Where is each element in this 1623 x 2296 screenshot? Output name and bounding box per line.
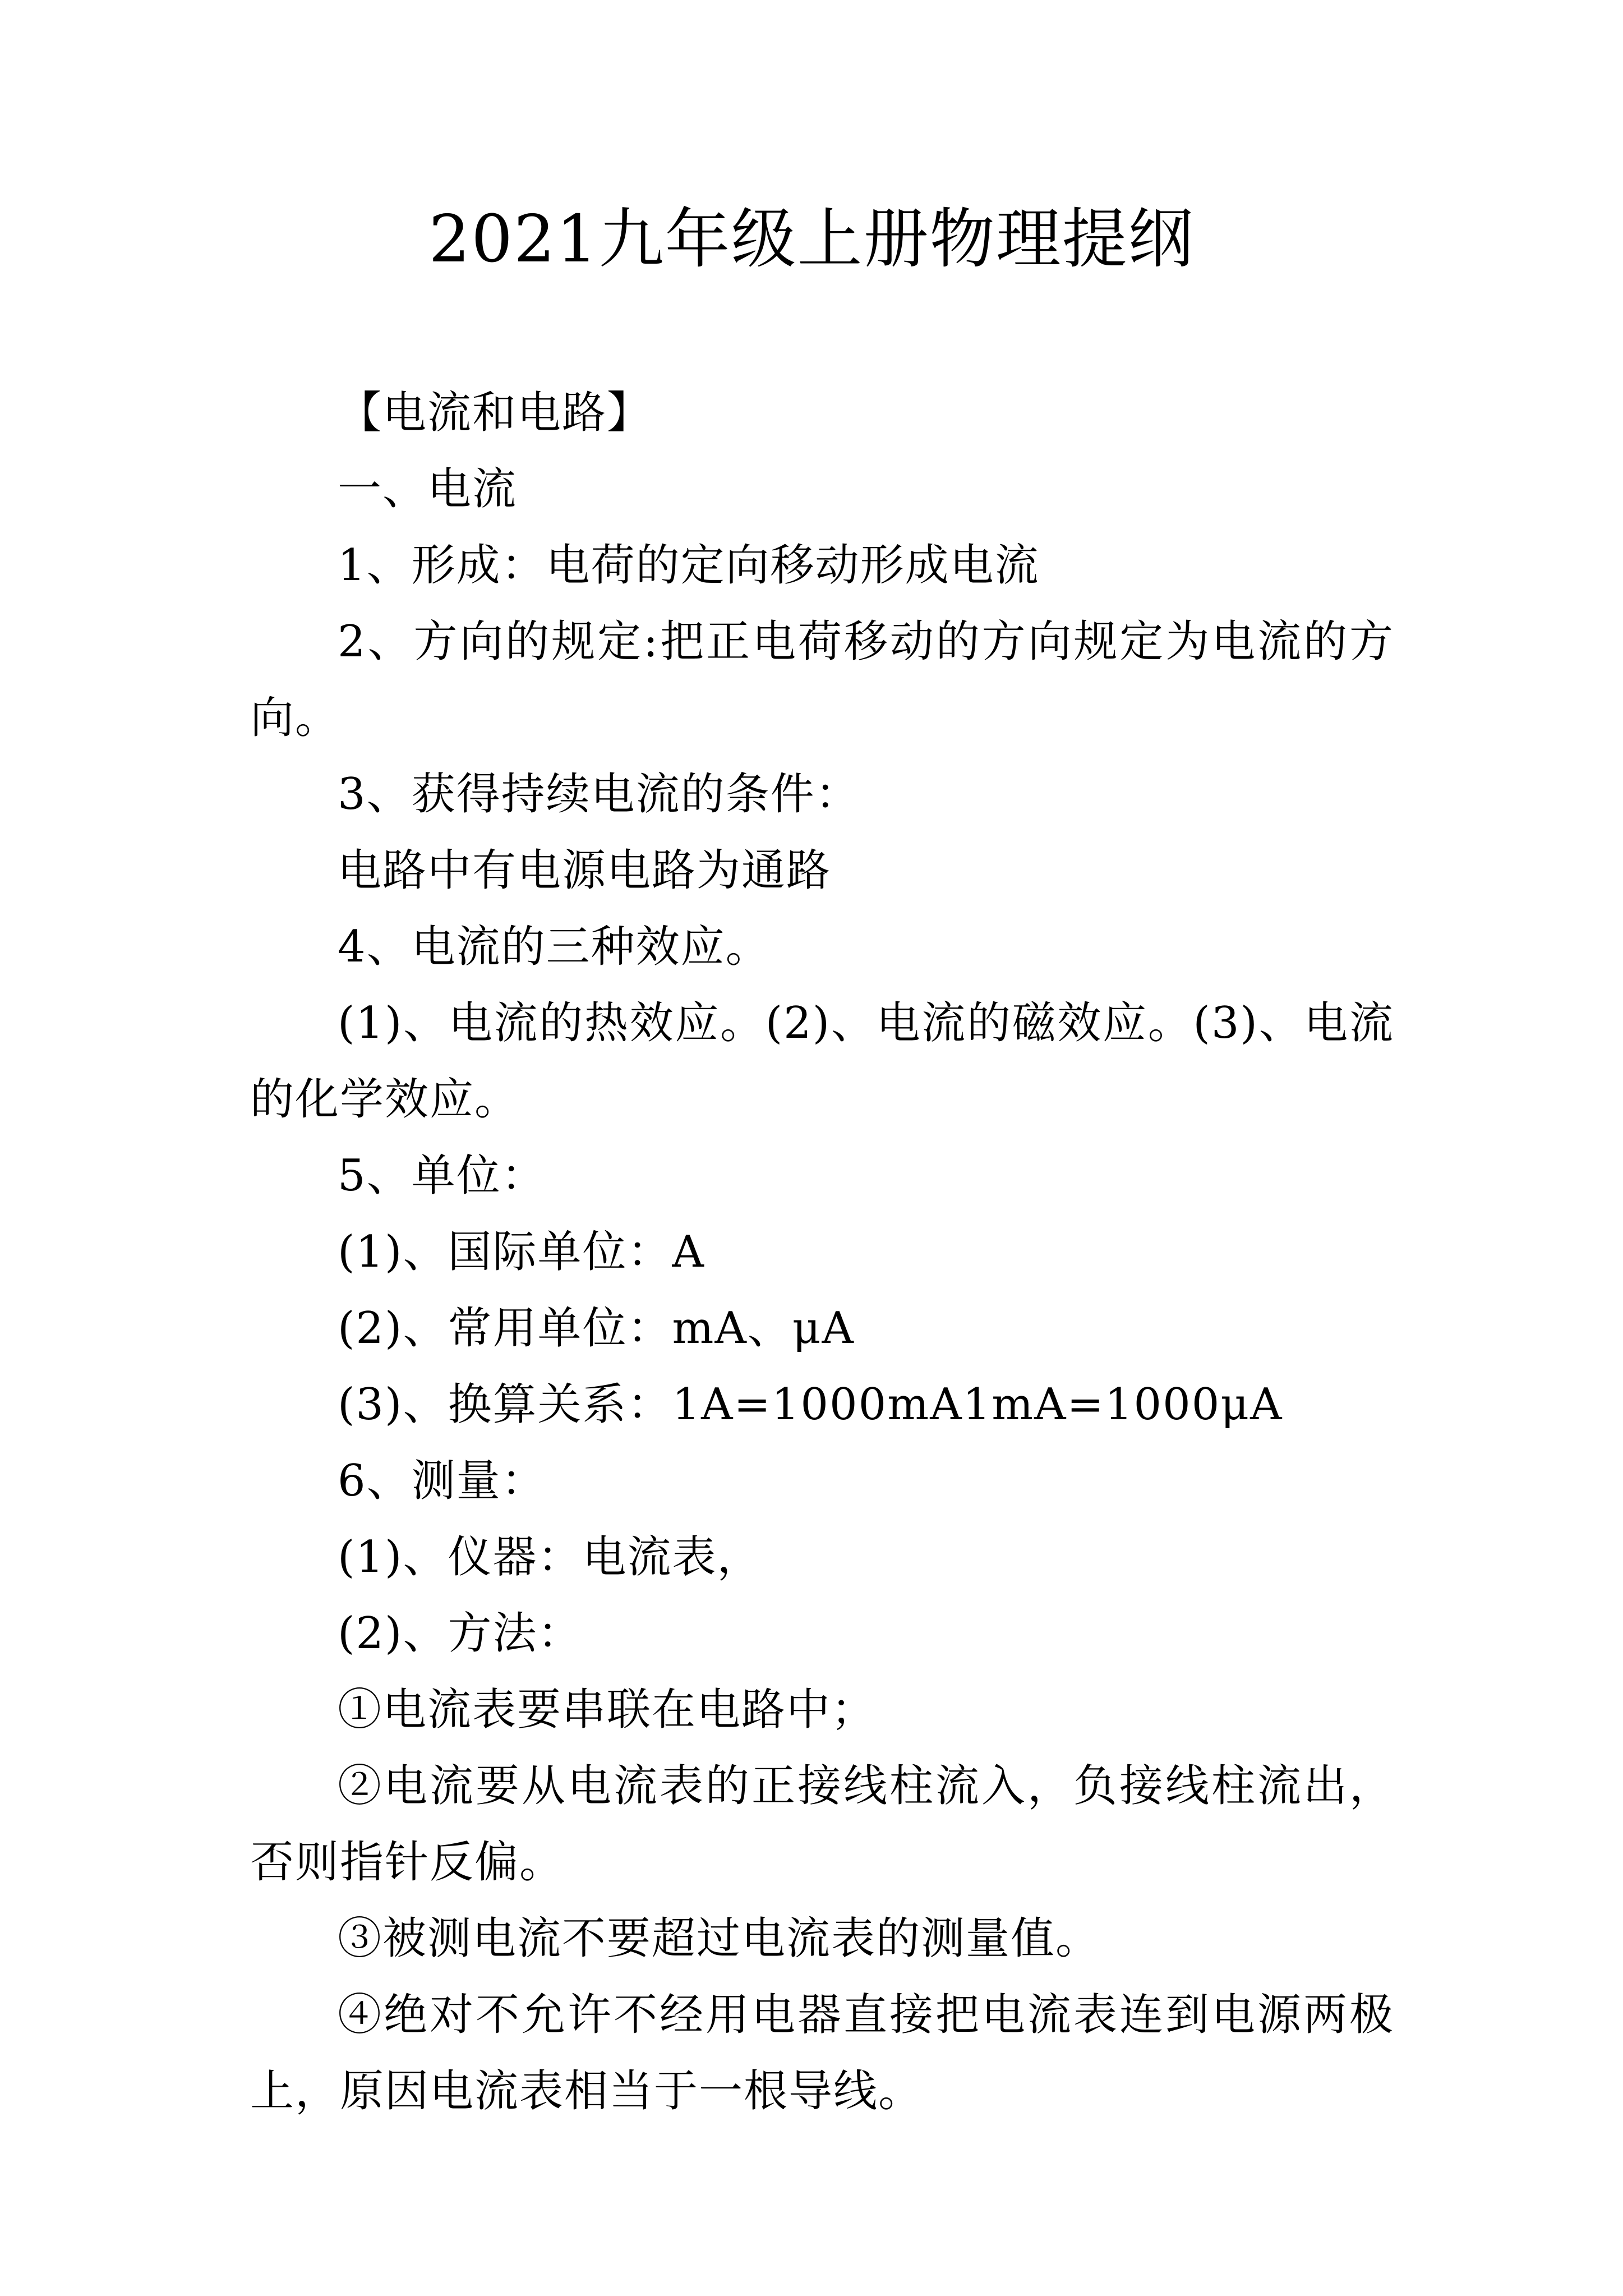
paragraph: ②电流要从电流表的正接线柱流入，负接线柱流出，否则指针反偏。 <box>250 1761 1394 1888</box>
document-title: 2021九年级上册物理提纲 <box>428 201 1195 277</box>
paragraph: 3、获得持续电流的条件： <box>338 769 860 820</box>
paragraph: 5、单位： <box>338 1151 546 1201</box>
paragraph: (2)、方法： <box>338 1608 583 1659</box>
subsection-heading: 一、电流 <box>338 464 518 514</box>
paragraph: (1)、电流的热效应。(2)、电流的磁效应。(3)、电流的化学效应。 <box>250 998 1394 1125</box>
paragraph: (1)、仪器：电流表， <box>338 1532 762 1582</box>
paragraph: (1)、国际单位：A <box>338 1227 705 1277</box>
paragraph: (2)、常用单位：mA、μA <box>338 1303 855 1354</box>
paragraph: 6、测量： <box>338 1456 546 1506</box>
section-heading: 【电流和电路】 <box>338 388 652 438</box>
document-body <box>250 375 1394 2129</box>
paragraph: 2、方向的规定:把正电荷移动的方向规定为电流的方向。 <box>250 616 1394 743</box>
paragraph: ④绝对不允许不经用电器直接把电流表连到电源两极上，原因电流表相当于一根导线。 <box>250 1990 1394 2116</box>
paragraph: 电路中有电源电路为通路 <box>338 845 832 896</box>
paragraph: 1、形成：电荷的定向移动形成电流 <box>338 540 1040 591</box>
paragraph: ③被测电流不要超过电流表的测量值。 <box>338 1913 1101 1964</box>
paragraph: 4、电流的三种效应。 <box>338 922 771 972</box>
paragraph: ①电流表要串联在电路中； <box>338 1685 877 1735</box>
paragraph: (3)、换算关系：1A=1000mA1mA=1000μA <box>338 1379 1283 1430</box>
